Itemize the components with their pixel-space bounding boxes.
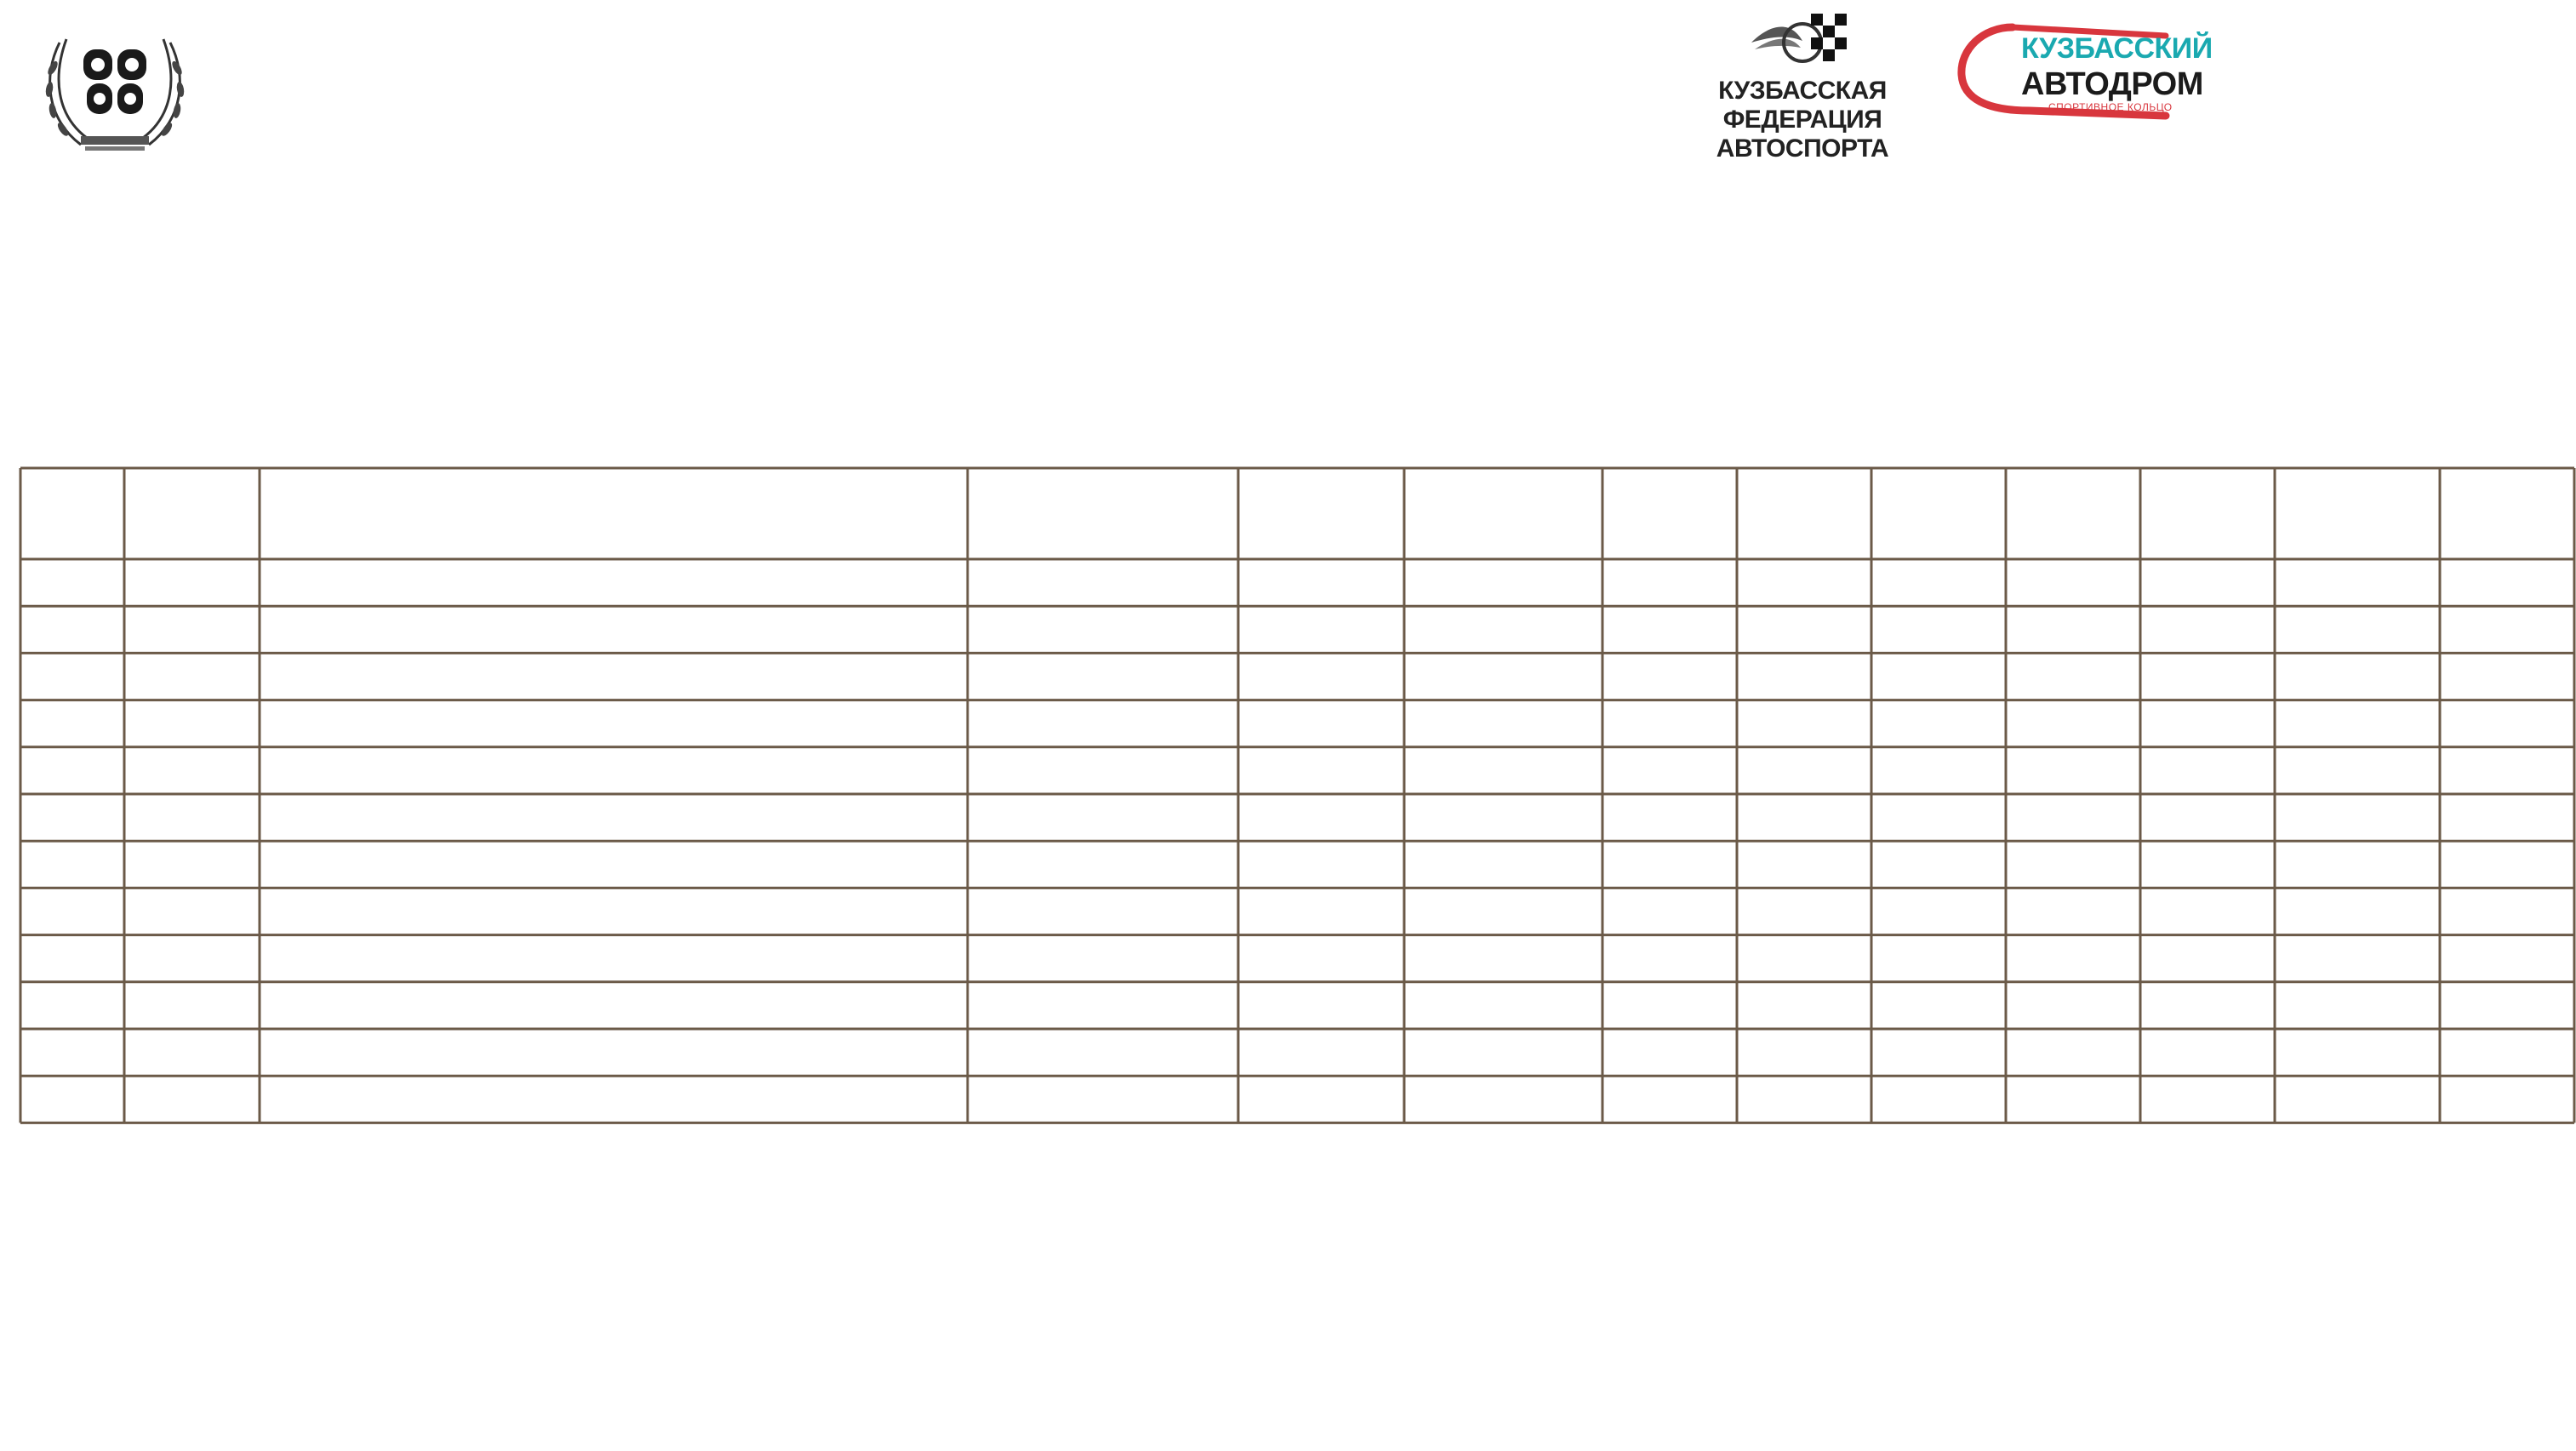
autodrome-logo-line3: СПОРТИВНОЕ КОЛЬЦО (2048, 101, 2173, 113)
federation-logo-line2: ФЕДЕРАЦИЯ АВТОСПОРТА (1716, 106, 1889, 163)
autodrome-logo-line1: КУЗБАССКИЙ (2021, 32, 2213, 65)
autodrome-logo-line2: АВТОДРОМ (2021, 66, 2203, 102)
federation-logo-line1: КУЗБАССКАЯ (1718, 77, 1887, 105)
